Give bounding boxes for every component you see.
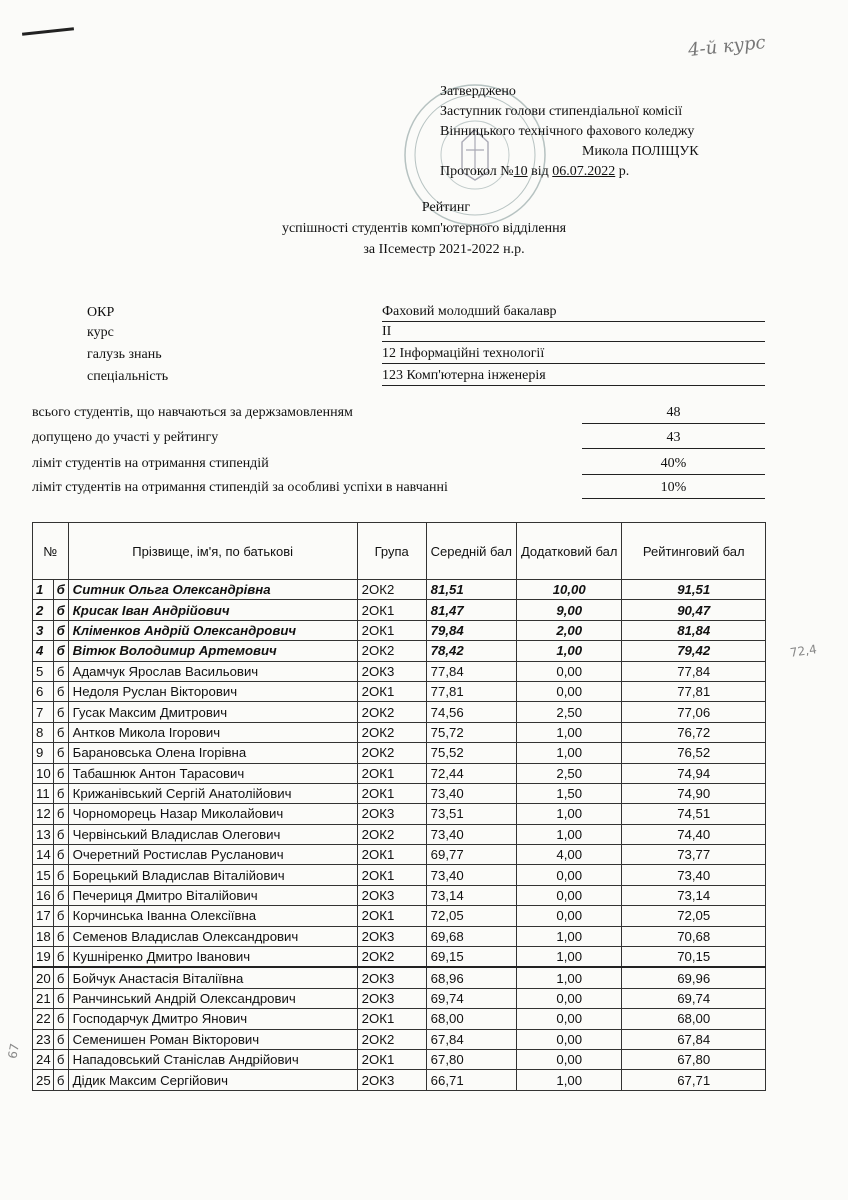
rating-score: 77,81 [622, 681, 766, 701]
row-number: 7 [33, 702, 54, 722]
row-form: б [53, 641, 68, 661]
title-line-1: Рейтинг [421, 200, 471, 215]
stat-value-limit: 40% [582, 454, 765, 475]
student-name: Антков Микола Ігорович [68, 722, 357, 742]
protocol-number: 10 [513, 164, 528, 179]
group: 2ОК1 [357, 763, 426, 783]
group: 2ОК1 [357, 1049, 426, 1069]
student-name: Семенишен Роман Вікторович [68, 1029, 357, 1049]
table-row [33, 743, 766, 763]
row-number: 5 [33, 661, 54, 681]
row-form: б [53, 763, 68, 783]
group: 2ОК1 [357, 620, 426, 640]
title-line-2: успішності студентів комп'ютерного відділення [281, 221, 567, 236]
rating-score: 73,40 [622, 865, 766, 885]
student-name: Кушніренко Дмитро Іванович [68, 947, 357, 968]
student-name: Червінський Владислав Олегович [68, 824, 357, 844]
row-number: 24 [33, 1049, 54, 1069]
row-form: б [53, 1029, 68, 1049]
table-row [33, 580, 766, 600]
additional-score: 1,00 [516, 641, 621, 661]
table-row [33, 600, 766, 620]
student-name: Чорноморець Назар Миколайович [68, 804, 357, 824]
header-group: Група [357, 523, 426, 580]
average-score: 77,84 [426, 661, 516, 681]
student-name: Табашнюк Антон Тарасович [68, 763, 357, 783]
row-number: 11 [33, 783, 54, 803]
row-form: б [53, 661, 68, 681]
group: 2ОК3 [357, 1070, 426, 1090]
info-value-specialty: 123 Комп'ютерна інженерія [382, 367, 765, 386]
additional-score: 0,00 [516, 1049, 621, 1069]
approval-block [440, 82, 699, 182]
protocol-date: 06.07.2022 [552, 164, 616, 179]
table-row [33, 1009, 766, 1029]
stat-label-admitted: допущено до участі у рейтингу [32, 430, 219, 445]
student-name: Кліменков Андрій Олександрович [68, 620, 357, 640]
student-name: Вітюк Володимир Артемович [68, 641, 357, 661]
row-number: 15 [33, 865, 54, 885]
additional-score: 2,50 [516, 702, 621, 722]
additional-score: 1,00 [516, 743, 621, 763]
table-row [33, 824, 766, 844]
rating-score: 72,05 [622, 906, 766, 926]
table-row [33, 926, 766, 946]
additional-score: 1,00 [516, 947, 621, 968]
group: 2ОК1 [357, 1009, 426, 1029]
row-form: б [53, 702, 68, 722]
average-score: 73,51 [426, 804, 516, 824]
info-value-course: ІІ [382, 323, 765, 342]
additional-score: 0,00 [516, 1009, 621, 1029]
average-score: 69,74 [426, 988, 516, 1008]
group: 2ОК3 [357, 967, 426, 988]
average-score: 69,68 [426, 926, 516, 946]
row-form: б [53, 580, 68, 600]
student-name: Крисак Іван Андрійович [68, 600, 357, 620]
group: 2ОК1 [357, 865, 426, 885]
student-name: Крижанівський Сергій Анатолійович [68, 783, 357, 803]
approval-line-1: Затверджено [440, 84, 516, 99]
table-row [33, 885, 766, 905]
student-name: Корчинська Іванна Олексіївна [68, 906, 357, 926]
rating-score: 67,84 [622, 1029, 766, 1049]
additional-score: 1,00 [516, 967, 621, 988]
additional-score: 2,00 [516, 620, 621, 640]
group: 2ОК2 [357, 1029, 426, 1049]
info-label-course: курс [87, 325, 114, 340]
average-score: 81,47 [426, 600, 516, 620]
info-label-field: галузь знань [87, 347, 162, 362]
rating-score: 70,15 [622, 947, 766, 968]
rating-score: 74,94 [622, 763, 766, 783]
additional-score: 1,00 [516, 824, 621, 844]
pen-stroke [22, 27, 74, 35]
rating-score: 76,52 [622, 743, 766, 763]
rating-score: 69,74 [622, 988, 766, 1008]
rating-score: 73,77 [622, 845, 766, 865]
additional-score: 9,00 [516, 600, 621, 620]
title-line-3: за ІІсеместр 2021-2022 н.р. [363, 242, 525, 257]
row-number: 13 [33, 824, 54, 844]
table-row [33, 661, 766, 681]
row-number: 22 [33, 1009, 54, 1029]
row-form: б [53, 783, 68, 803]
additional-score: 1,00 [516, 722, 621, 742]
stat-label-limit-special: ліміт студентів на отримання стипендій за особливі успіхи в навчанні [32, 480, 448, 495]
row-form: б [53, 743, 68, 763]
rating-score: 74,51 [622, 804, 766, 824]
average-score: 73,40 [426, 865, 516, 885]
additional-score: 1,00 [516, 1070, 621, 1090]
row-form: б [53, 824, 68, 844]
additional-score: 4,00 [516, 845, 621, 865]
additional-score: 0,00 [516, 906, 621, 926]
approver-name: Микола ПОЛІЩУК [582, 144, 699, 159]
row-number: 18 [33, 926, 54, 946]
row-form: б [53, 620, 68, 640]
stat-value-limit-special: 10% [582, 478, 765, 499]
table-row [33, 702, 766, 722]
stat-label-limit: ліміт студентів на отримання стипендій [32, 456, 269, 471]
additional-score: 10,00 [516, 580, 621, 600]
row-number: 16 [33, 885, 54, 905]
header-rating: Рейтинговий бал [622, 523, 766, 580]
row-form: б [53, 926, 68, 946]
average-score: 72,44 [426, 763, 516, 783]
table-row [33, 620, 766, 640]
average-score: 68,96 [426, 967, 516, 988]
row-form: б [53, 906, 68, 926]
row-number: 8 [33, 722, 54, 742]
average-score: 72,05 [426, 906, 516, 926]
row-number: 14 [33, 845, 54, 865]
row-number: 1 [33, 580, 54, 600]
approval-line-3: Вінницького технічного фахового коледжу [440, 124, 695, 139]
average-score: 69,77 [426, 845, 516, 865]
group: 2ОК1 [357, 600, 426, 620]
row-form: б [53, 885, 68, 905]
student-name: Гусак Максим Дмитрович [68, 702, 357, 722]
student-name: Недоля Руслан Вікторович [68, 681, 357, 701]
table-row [33, 865, 766, 885]
average-score: 74,56 [426, 702, 516, 722]
approval-line-2: Заступник голови стипендіальної комісії [440, 104, 683, 119]
row-form: б [53, 804, 68, 824]
rating-score: 79,42 [622, 641, 766, 661]
rating-score: 68,00 [622, 1009, 766, 1029]
average-score: 73,14 [426, 885, 516, 905]
row-form: б [53, 600, 68, 620]
student-name: Адамчук Ярослав Васильович [68, 661, 357, 681]
student-name: Борецький Владислав Віталійович [68, 865, 357, 885]
rating-score: 81,84 [622, 620, 766, 640]
group: 2ОК2 [357, 722, 426, 742]
row-number: 17 [33, 906, 54, 926]
group: 2ОК2 [357, 743, 426, 763]
rating-score: 76,72 [622, 722, 766, 742]
row-number: 19 [33, 947, 54, 968]
average-score: 77,81 [426, 681, 516, 701]
row-form: б [53, 722, 68, 742]
average-score: 67,84 [426, 1029, 516, 1049]
row-number: 25 [33, 1070, 54, 1090]
rating-score: 70,68 [622, 926, 766, 946]
table-row [33, 641, 766, 661]
row-form: б [53, 947, 68, 968]
info-label-okr: ОКР [87, 305, 115, 320]
table-row [33, 1029, 766, 1049]
student-name: Ситник Ольга Олександрівна [68, 580, 357, 600]
table-row [33, 722, 766, 742]
group: 2ОК2 [357, 947, 426, 968]
stat-value-total: 48 [582, 403, 765, 424]
rating-score: 67,80 [622, 1049, 766, 1069]
additional-score: 0,00 [516, 885, 621, 905]
info-value-field: 12 Інформаційні технології [382, 345, 765, 364]
table-row [33, 763, 766, 783]
group: 2ОК2 [357, 824, 426, 844]
row-form: б [53, 1009, 68, 1029]
info-label-specialty: спеціальність [87, 369, 169, 384]
student-name: Господарчук Дмитро Янович [68, 1009, 357, 1029]
table-row [33, 845, 766, 865]
row-number: 9 [33, 743, 54, 763]
row-number: 3 [33, 620, 54, 640]
table-row [33, 1049, 766, 1069]
group: 2ОК3 [357, 926, 426, 946]
row-form: б [53, 988, 68, 1008]
group: 2ОК3 [357, 804, 426, 824]
average-score: 81,51 [426, 580, 516, 600]
table-header-row [33, 523, 766, 580]
average-score: 79,84 [426, 620, 516, 640]
additional-score: 0,00 [516, 988, 621, 1008]
info-value-okr: Фаховий молодший бакалавр [382, 303, 765, 322]
protocol-line: Протокол №10 від 06.07.2022 р. [440, 164, 630, 179]
row-form: б [53, 1049, 68, 1069]
table-row [33, 783, 766, 803]
row-number: 12 [33, 804, 54, 824]
row-number: 21 [33, 988, 54, 1008]
student-name: Бойчук Анастасія Віталіївна [68, 967, 357, 988]
average-score: 75,72 [426, 722, 516, 742]
additional-score: 2,50 [516, 763, 621, 783]
group: 2ОК1 [357, 845, 426, 865]
table-row [33, 906, 766, 926]
table-row [33, 1070, 766, 1090]
student-name: Семенов Владислав Олександрович [68, 926, 357, 946]
stat-value-admitted: 43 [582, 428, 765, 449]
document-title [0, 197, 848, 260]
rating-score: 77,84 [622, 661, 766, 681]
group: 2ОК1 [357, 681, 426, 701]
rating-score: 67,71 [622, 1070, 766, 1090]
header-average: Середній бал [426, 523, 516, 580]
student-name: Очеретний Ростислав Русланович [68, 845, 357, 865]
group: 2ОК3 [357, 988, 426, 1008]
row-number: 6 [33, 681, 54, 701]
row-form: б [53, 681, 68, 701]
stat-label-total: всього студентів, що навчаються за держзамовленням [32, 405, 353, 420]
average-score: 75,52 [426, 743, 516, 763]
row-form: б [53, 845, 68, 865]
rating-score: 91,51 [622, 580, 766, 600]
average-score: 73,40 [426, 824, 516, 844]
row-number: 10 [33, 763, 54, 783]
rating-table [32, 522, 766, 1091]
additional-score: 0,00 [516, 681, 621, 701]
table-row [33, 967, 766, 988]
rating-score: 69,96 [622, 967, 766, 988]
group: 2ОК2 [357, 641, 426, 661]
group: 2ОК1 [357, 783, 426, 803]
average-score: 66,71 [426, 1070, 516, 1090]
group: 2ОК3 [357, 885, 426, 905]
table-row [33, 947, 766, 968]
header-number: № [33, 523, 69, 580]
row-number: 4 [33, 641, 54, 661]
row-form: б [53, 967, 68, 988]
additional-score: 1,00 [516, 804, 621, 824]
row-number: 23 [33, 1029, 54, 1049]
average-score: 73,40 [426, 783, 516, 803]
rating-score: 77,06 [622, 702, 766, 722]
row-number: 20 [33, 967, 54, 988]
average-score: 69,15 [426, 947, 516, 968]
table-row [33, 988, 766, 1008]
rating-score: 73,14 [622, 885, 766, 905]
rating-score: 74,90 [622, 783, 766, 803]
average-score: 78,42 [426, 641, 516, 661]
additional-score: 1,50 [516, 783, 621, 803]
row-form: б [53, 865, 68, 885]
student-name: Дідик Максим Сергійович [68, 1070, 357, 1090]
additional-score: 0,00 [516, 661, 621, 681]
table-row [33, 804, 766, 824]
group: 2ОК3 [357, 661, 426, 681]
student-name: Ранчинський Андрій Олександрович [68, 988, 357, 1008]
student-name: Печериця Дмитро Віталійович [68, 885, 357, 905]
additional-score: 0,00 [516, 1029, 621, 1049]
group: 2ОК2 [357, 580, 426, 600]
group: 2ОК1 [357, 906, 426, 926]
additional-score: 0,00 [516, 865, 621, 885]
header-name: Прізвище, ім'я, по батькові [68, 523, 357, 580]
handwritten-margin-note-right: 72,4 [789, 642, 818, 660]
row-number: 2 [33, 600, 54, 620]
handwritten-corner-note: 4-й курс [687, 31, 767, 62]
average-score: 67,80 [426, 1049, 516, 1069]
additional-score: 1,00 [516, 926, 621, 946]
handwritten-margin-note-left: 67 [5, 1042, 22, 1060]
average-score: 68,00 [426, 1009, 516, 1029]
group: 2ОК2 [357, 702, 426, 722]
row-form: б [53, 1070, 68, 1090]
rating-score: 90,47 [622, 600, 766, 620]
rating-score: 74,40 [622, 824, 766, 844]
table-row [33, 681, 766, 701]
student-name: Барановська Олена Ігорівна [68, 743, 357, 763]
student-name: Нападовський Станіслав Андрійович [68, 1049, 357, 1069]
header-additional: Додатковий бал [516, 523, 621, 580]
